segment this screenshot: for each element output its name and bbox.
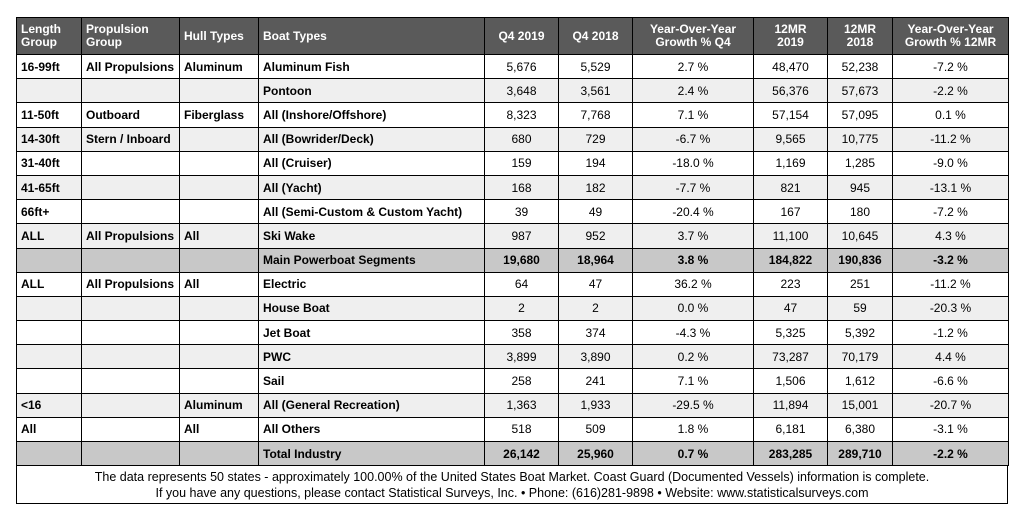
cell-q4-2019: 1,363	[485, 393, 559, 417]
cell-boat-types: Main Powerboat Segments	[259, 248, 485, 272]
cell-yoy-growth-q4: 3.7 %	[633, 224, 754, 248]
cell-q4-2018: 729	[559, 127, 633, 151]
cell-q4-2019: 987	[485, 224, 559, 248]
cell-yoy-growth-12mr: 4.3 %	[893, 224, 1009, 248]
cell-12mr-2019: 167	[754, 200, 828, 224]
cell-12mr-2019: 73,287	[754, 345, 828, 369]
cell-yoy-growth-12mr: 4.4 %	[893, 345, 1009, 369]
cell-q4-2019: 8,323	[485, 103, 559, 127]
cell-boat-types: Pontoon	[259, 79, 485, 103]
cell-propulsion-group	[82, 151, 180, 175]
table-body	[17, 55, 1009, 466]
column-header-12mr-2019	[754, 18, 828, 55]
cell-q4-2018: 49	[559, 200, 633, 224]
column-header-line: Year-Over-Year	[649, 22, 737, 37]
column-header-boat-types	[259, 18, 485, 55]
cell-yoy-growth-q4: 3.8 %	[633, 248, 754, 272]
cell-12mr-2019: 1,169	[754, 151, 828, 175]
cell-propulsion-group: Stern / Inboard	[82, 127, 180, 151]
cell-propulsion-group	[82, 200, 180, 224]
footer-coverage-note: The data represents 50 states - approximately 100.00% of the United States Boat Market. Coast Guard (Documented Vessels) information is complete.	[94, 470, 930, 485]
cell-q4-2018: 374	[559, 321, 633, 345]
cell-hull-types	[180, 296, 259, 320]
column-header-line: Growth % Q4	[655, 35, 731, 49]
cell-q4-2018: 3,561	[559, 79, 633, 103]
cell-length-group: 14-30ft	[17, 127, 82, 151]
column-header-line: Length	[21, 22, 61, 37]
cell-12mr-2019: 5,325	[754, 321, 828, 345]
cell-12mr-2019: 1,506	[754, 369, 828, 393]
cell-q4-2019: 19,680	[485, 248, 559, 272]
cell-length-group: 16-99ft	[17, 55, 82, 79]
column-header-line: Q4 2018	[572, 28, 619, 43]
table-row	[17, 127, 1009, 151]
cell-boat-types: All Others	[259, 417, 485, 441]
cell-yoy-growth-q4: 7.1 %	[633, 103, 754, 127]
cell-12mr-2018: 6,380	[828, 417, 893, 441]
cell-propulsion-group	[82, 417, 180, 441]
column-header-line: 2018	[846, 35, 874, 49]
cell-q4-2018: 509	[559, 417, 633, 441]
cell-length-group: 41-65ft	[17, 175, 82, 199]
cell-yoy-growth-12mr: -2.2 %	[893, 79, 1009, 103]
cell-yoy-growth-12mr: -6.6 %	[893, 369, 1009, 393]
column-header-line: Year-Over-Year	[907, 22, 994, 37]
cell-hull-types	[180, 442, 259, 466]
cell-hull-types: All	[180, 224, 259, 248]
column-header-yoy-growth-12mr	[893, 18, 1009, 55]
cell-hull-types	[180, 175, 259, 199]
cell-yoy-growth-12mr: -1.2 %	[893, 321, 1009, 345]
cell-hull-types	[180, 200, 259, 224]
cell-12mr-2018: 59	[828, 296, 893, 320]
column-header-hull-types	[180, 18, 259, 55]
cell-boat-types: Electric	[259, 272, 485, 296]
cell-boat-types: Jet Boat	[259, 321, 485, 345]
cell-length-group	[17, 345, 82, 369]
cell-12mr-2018: 180	[828, 200, 893, 224]
table-row	[17, 369, 1009, 393]
column-header-line: 12MR	[774, 22, 807, 37]
cell-hull-types: Fiberglass	[180, 103, 259, 127]
header-row	[17, 18, 1009, 55]
cell-propulsion-group: All Propulsions	[82, 272, 180, 296]
cell-yoy-growth-12mr: 0.1 %	[893, 103, 1009, 127]
cell-yoy-growth-12mr: -11.2 %	[893, 272, 1009, 296]
cell-q4-2019: 5,676	[485, 55, 559, 79]
table-row	[17, 103, 1009, 127]
cell-12mr-2018: 70,179	[828, 345, 893, 369]
column-header-line: Hull Types	[184, 28, 244, 43]
cell-q4-2019: 358	[485, 321, 559, 345]
cell-12mr-2018: 15,001	[828, 393, 893, 417]
cell-12mr-2019: 821	[754, 175, 828, 199]
column-header-q4-2018	[559, 18, 633, 55]
cell-12mr-2019: 57,154	[754, 103, 828, 127]
table-row	[17, 296, 1009, 320]
cell-yoy-growth-q4: -18.0 %	[633, 151, 754, 175]
cell-boat-types: All (Yacht)	[259, 175, 485, 199]
cell-length-group: 31-40ft	[17, 151, 82, 175]
cell-q4-2019: 159	[485, 151, 559, 175]
cell-yoy-growth-q4: 0.7 %	[633, 442, 754, 466]
cell-hull-types: All	[180, 272, 259, 296]
table-row	[17, 151, 1009, 175]
cell-q4-2019: 3,899	[485, 345, 559, 369]
cell-propulsion-group: All Propulsions	[82, 55, 180, 79]
cell-12mr-2019: 48,470	[754, 55, 828, 79]
cell-q4-2018: 25,960	[559, 442, 633, 466]
cell-hull-types: All	[180, 417, 259, 441]
cell-boat-types: Ski Wake	[259, 224, 485, 248]
cell-boat-types: Aluminum Fish	[259, 55, 485, 79]
cell-boat-types: All (Cruiser)	[259, 151, 485, 175]
cell-length-group: ALL	[17, 224, 82, 248]
table-row	[17, 79, 1009, 103]
cell-boat-types: Sail	[259, 369, 485, 393]
column-header-line: Q4 2019	[498, 28, 545, 43]
cell-q4-2019: 2	[485, 296, 559, 320]
cell-12mr-2018: 10,645	[828, 224, 893, 248]
column-header-propulsion-group	[82, 18, 180, 55]
cell-hull-types: Aluminum	[180, 393, 259, 417]
cell-boat-types: All (General Recreation)	[259, 393, 485, 417]
column-header-q4-2019	[485, 18, 559, 55]
cell-propulsion-group	[82, 248, 180, 272]
cell-yoy-growth-q4: -4.3 %	[633, 321, 754, 345]
cell-yoy-growth-q4: 0.0 %	[633, 296, 754, 320]
cell-length-group	[17, 79, 82, 103]
cell-12mr-2019: 223	[754, 272, 828, 296]
cell-hull-types	[180, 345, 259, 369]
cell-hull-types	[180, 248, 259, 272]
cell-12mr-2019: 11,894	[754, 393, 828, 417]
cell-12mr-2018: 57,095	[828, 103, 893, 127]
cell-12mr-2018: 945	[828, 175, 893, 199]
cell-12mr-2018: 251	[828, 272, 893, 296]
column-header-line: 2019	[777, 35, 804, 49]
boat-market-report	[16, 17, 1008, 504]
cell-length-group: ALL	[17, 272, 82, 296]
cell-yoy-growth-12mr: -11.2 %	[893, 127, 1009, 151]
cell-hull-types	[180, 369, 259, 393]
cell-boat-types: PWC	[259, 345, 485, 369]
column-header-12mr-2018	[828, 18, 893, 55]
cell-boat-types: All (Semi-Custom & Custom Yacht)	[259, 200, 485, 224]
cell-q4-2018: 47	[559, 272, 633, 296]
cell-propulsion-group: Outboard	[82, 103, 180, 127]
cell-q4-2018: 18,964	[559, 248, 633, 272]
cell-q4-2018: 3,890	[559, 345, 633, 369]
cell-yoy-growth-12mr: -9.0 %	[893, 151, 1009, 175]
cell-yoy-growth-q4: -29.5 %	[633, 393, 754, 417]
cell-propulsion-group	[82, 345, 180, 369]
cell-length-group: <16	[17, 393, 82, 417]
table-row	[17, 272, 1009, 296]
column-header-line: Growth % 12MR	[904, 35, 997, 49]
cell-length-group	[17, 248, 82, 272]
cell-12mr-2019: 9,565	[754, 127, 828, 151]
cell-hull-types	[180, 127, 259, 151]
cell-12mr-2018: 5,392	[828, 321, 893, 345]
cell-yoy-growth-q4: 36.2 %	[633, 272, 754, 296]
cell-yoy-growth-12mr: -20.7 %	[893, 393, 1009, 417]
cell-q4-2018: 2	[559, 296, 633, 320]
cell-12mr-2018: 10,775	[828, 127, 893, 151]
cell-yoy-growth-q4: 0.2 %	[633, 345, 754, 369]
cell-12mr-2019: 184,822	[754, 248, 828, 272]
cell-12mr-2019: 6,181	[754, 417, 828, 441]
cell-12mr-2018: 57,673	[828, 79, 893, 103]
cell-propulsion-group	[82, 369, 180, 393]
table-row	[17, 393, 1009, 417]
table-header	[17, 18, 1009, 55]
report-footer	[16, 466, 1008, 504]
cell-yoy-growth-12mr: -2.2 %	[893, 442, 1009, 466]
cell-length-group	[17, 321, 82, 345]
cell-q4-2018: 5,529	[559, 55, 633, 79]
cell-boat-types: All (Inshore/Offshore)	[259, 103, 485, 127]
table-row	[17, 175, 1009, 199]
cell-12mr-2019: 283,285	[754, 442, 828, 466]
cell-q4-2018: 194	[559, 151, 633, 175]
cell-12mr-2018: 52,238	[828, 55, 893, 79]
cell-yoy-growth-12mr: -13.1 %	[893, 175, 1009, 199]
cell-12mr-2018: 289,710	[828, 442, 893, 466]
cell-yoy-growth-12mr: -20.3 %	[893, 296, 1009, 320]
cell-q4-2018: 241	[559, 369, 633, 393]
column-header-line: Group	[86, 35, 122, 49]
cell-yoy-growth-12mr: -7.2 %	[893, 55, 1009, 79]
cell-12mr-2018: 190,836	[828, 248, 893, 272]
cell-yoy-growth-q4: 2.7 %	[633, 55, 754, 79]
cell-12mr-2018: 1,285	[828, 151, 893, 175]
cell-propulsion-group	[82, 79, 180, 103]
cell-propulsion-group	[82, 296, 180, 320]
cell-yoy-growth-q4: -7.7 %	[633, 175, 754, 199]
cell-length-group: All	[17, 417, 82, 441]
summary-row	[17, 248, 1009, 272]
cell-12mr-2019: 56,376	[754, 79, 828, 103]
cell-yoy-growth-12mr: -3.2 %	[893, 248, 1009, 272]
cell-q4-2018: 1,933	[559, 393, 633, 417]
cell-yoy-growth-q4: -20.4 %	[633, 200, 754, 224]
cell-q4-2018: 952	[559, 224, 633, 248]
column-header-line: 12MR	[843, 22, 876, 37]
cell-hull-types	[180, 151, 259, 175]
cell-yoy-growth-q4: 2.4 %	[633, 79, 754, 103]
cell-boat-types: House Boat	[259, 296, 485, 320]
cell-yoy-growth-q4: -6.7 %	[633, 127, 754, 151]
cell-hull-types	[180, 321, 259, 345]
summary-row	[17, 442, 1009, 466]
cell-q4-2019: 64	[485, 272, 559, 296]
cell-length-group: 66ft+	[17, 200, 82, 224]
footer-contact-info: If you have any questions, please contact Statistical Surveys, Inc. • Phone: (616)281-9898 • Website: www.statisticalsurveys.com	[155, 486, 869, 501]
cell-length-group	[17, 369, 82, 393]
cell-propulsion-group	[82, 321, 180, 345]
column-header-length-group	[17, 18, 82, 55]
cell-q4-2019: 39	[485, 200, 559, 224]
cell-yoy-growth-12mr: -3.1 %	[893, 417, 1009, 441]
cell-boat-types: Total Industry	[259, 442, 485, 466]
cell-q4-2019: 518	[485, 417, 559, 441]
table-row	[17, 55, 1009, 79]
cell-q4-2019: 680	[485, 127, 559, 151]
cell-length-group	[17, 296, 82, 320]
cell-hull-types	[180, 79, 259, 103]
cell-length-group: 11-50ft	[17, 103, 82, 127]
cell-q4-2019: 258	[485, 369, 559, 393]
table-row	[17, 224, 1009, 248]
cell-q4-2018: 182	[559, 175, 633, 199]
cell-12mr-2018: 1,612	[828, 369, 893, 393]
cell-q4-2018: 7,768	[559, 103, 633, 127]
boat-sales-table	[16, 17, 1009, 466]
cell-propulsion-group	[82, 393, 180, 417]
cell-12mr-2019: 47	[754, 296, 828, 320]
cell-yoy-growth-q4: 7.1 %	[633, 369, 754, 393]
cell-q4-2019: 3,648	[485, 79, 559, 103]
cell-propulsion-group	[82, 442, 180, 466]
column-header-yoy-growth-q4	[633, 18, 754, 55]
cell-propulsion-group: All Propulsions	[82, 224, 180, 248]
column-header-line: Group	[21, 35, 57, 49]
cell-12mr-2019: 11,100	[754, 224, 828, 248]
table-row	[17, 321, 1009, 345]
table-row	[17, 417, 1009, 441]
cell-yoy-growth-12mr: -7.2 %	[893, 200, 1009, 224]
cell-q4-2019: 168	[485, 175, 559, 199]
column-header-line: Propulsion	[86, 22, 149, 37]
table-row	[17, 345, 1009, 369]
cell-length-group	[17, 442, 82, 466]
table-row	[17, 200, 1009, 224]
cell-propulsion-group	[82, 175, 180, 199]
cell-yoy-growth-q4: 1.8 %	[633, 417, 754, 441]
column-header-line: Boat Types	[263, 28, 327, 43]
cell-q4-2019: 26,142	[485, 442, 559, 466]
cell-boat-types: All (Bowrider/Deck)	[259, 127, 485, 151]
cell-hull-types: Aluminum	[180, 55, 259, 79]
